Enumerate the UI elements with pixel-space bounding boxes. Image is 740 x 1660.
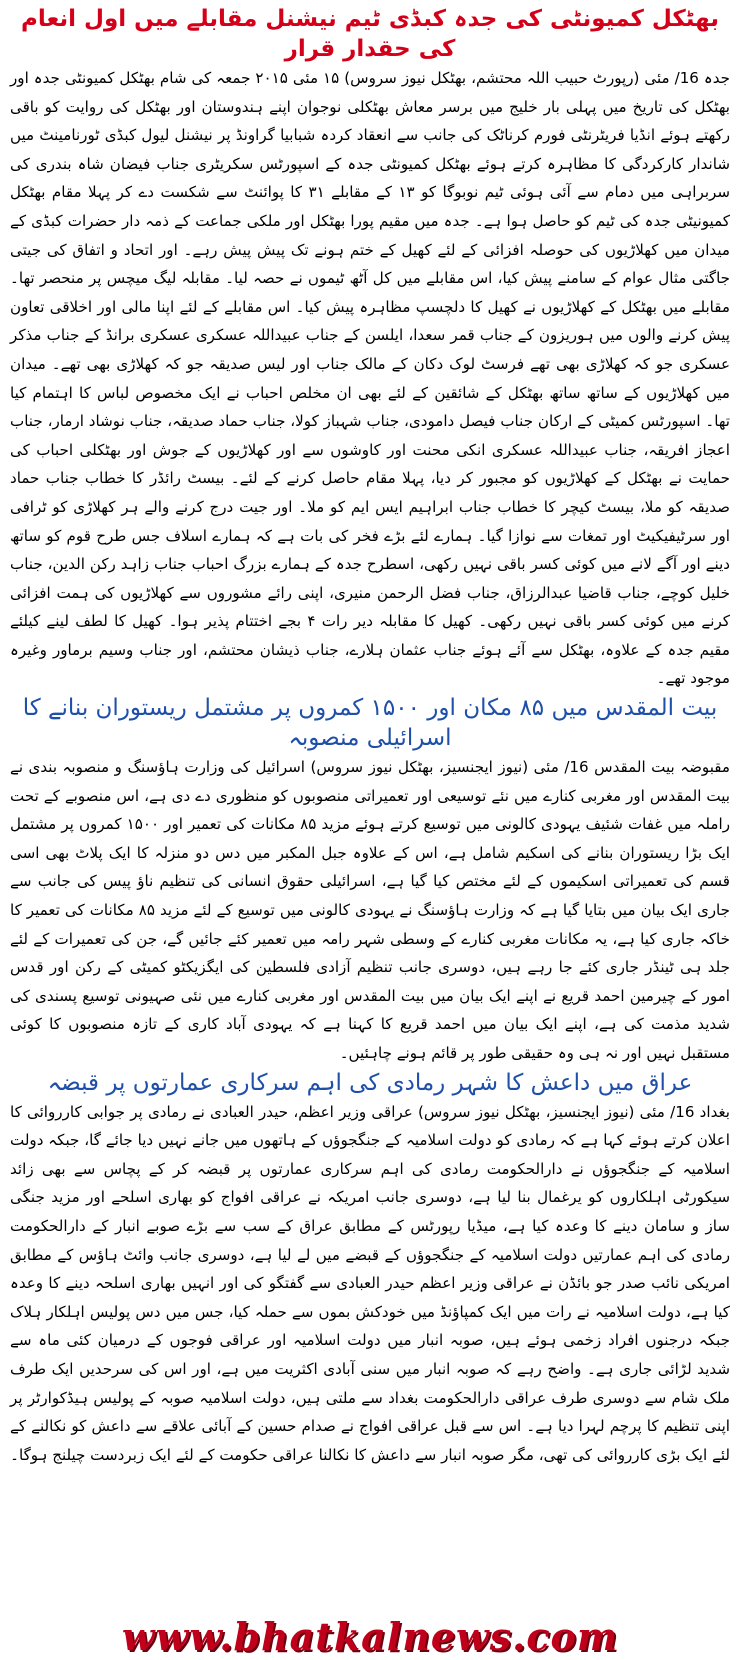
footer-banner	[0, 1614, 740, 1660]
article-ramadi	[10, 1068, 730, 1470]
article-body-ramadi: بغداد 16/ مئی (نیوز ایجنسیز، بھٹکل نیوز سروس) عراقی وزیر اعظم، حیدر العبادی نے رمادی پر جوابی کارروائی کا اعلان کرتے ہوئے کہا ہے کہ رمادی کو دولت اسلامیہ کے جنگجوؤں کے ہاتھوں میں جانے نہیں دیا جائے گا، جبکہ دولت اسلامیہ کے جنگجوؤں نے دارالحکومت رمادی کی اہم سرکاری عمارتوں پر قبضہ کر کے پچاس سے بھی زائد سیکورٹی اہلکاروں کو یرغمال بنا لیا ہے، دوسری جانب امریکہ نے عراقی افواج کو بھاری اسلحے اور مزید جنگی ساز و سامان دینے کا وعدہ کیا ہے، میڈیا رپورٹس کے مطابق عراق کے سب سے بڑے صوبے انبار کے دارالحکومت رمادی کی اہم عمارتیں دولت اسلامیہ کے جنگجوؤں کے قبضے میں لے لیا ہے، دوسری جانب وائٹ ہاؤس کے مطابق امریکی نائب صدر جو بائڈن نے عراقی وزیر اعظم حیدر العبادی سے گفتگو کی اور انہیں بھاری اسلحہ دینے کا وعدہ کیا ہے، دولت اسلامیہ نے رات میں ایک کمپاؤنڈ میں خودکش بموں سے حملہ کیا، جس میں دس پولیس اہلکار ہلاک جبکہ درجنوں افراد زخمی ہوئے ہیں، صوبہ انبار میں دولت اسلامیہ اور عراقی فوجوں کے درمیان کئی ماہ سے شدید لڑائی جاری ہے۔ واضح رہے کہ صوبہ انبار میں سنی آبادی اکثریت میں ہے، اور اس کی سرحدیں ایک طرف ملک شام سے دوسری طرف عراقی دارالحکومت بغداد سے ملتی ہیں، دولت اسلامیہ صوبہ کے پولیس ہیڈکوارٹر پر اپنی تنظیم کا پرچم لہرا دیا ہے۔ اس سے قبل عراقی افواج نے صدام حسین کے آبائی علاقے سے داعش کو نکالنے کے لئے ایک بڑی کارروائی کی تھی، مگر صوبہ انبار سے داعش کا نکالنا عراقی حکومت کے لئے ایک زبردست چیلنج ہوگا۔	[10, 1102, 730, 1464]
article-body-jerusalem: مقبوضہ بیت المقدس 16/ مئی (نیوز ایجنسیز، بھٹکل نیوز سروس) اسرائیل کی وزارت ہاؤسنگ و منصوبہ بندی نے بیت المقدس اور مغربی کنارے میں نئے توسیعی اور تعمیراتی منصوبوں کو منظوری دے دی ہے، اس منصوبے کے تحت راملہ میں غفات شئیف یہودی کالونی میں توسیع کرتے ہوئے مزید ۸۵ مکانات کی تعمیر اور ۱۵۰۰ کمروں پر مشتمل ایک بڑا ریستوران بنانے کی اسکیم شامل ہے، اس کے علاوہ جبل المکبر میں دس دو منزلہ کا ایک پلاٹ بھی اسی قسم کی تعمیراتی اسکیموں کے لئے مختص کیا گیا ہے، اسرائیلی حقوق انسانی کی تنظیم ناؤ پیس کی جانب سے جاری ایک بیان میں بتایا گیا ہے کہ وزارت ہاؤسنگ نے یہودی کالونی میں توسیع کے لئے مزید ۸۵ مکانات کی تعمیر کا خاکہ جاری کیا ہے، یہ مکانات مغربی کنارے کے وسطی شہر رامہ میں تعمیر کئے جائیں گے، جن کی تعمیرات کے لئے جلد ہی ٹینڈر جاری کئے جا رہے ہیں، دوسری جانب تنظیم آزادی فلسطین کی ایگزیکٹو کمیٹی کے رکن اور قدس امور کے چیرمین احمد قریع نے اپنے ایک بیان میں بیت المقدس اور مغربی کنارے میں نئی صہیونی توسیع پسندی کی شدید مذمت کی ہے، اپنے ایک بیان میں احمد قریع کا کہنا ہے کہ یہودی آباد کاری کے تازہ منصوبوں کا کوئی مستقبل نہیں اور نہ ہی وہ حقیقی طور پر قائم ہونے چاہئیں۔	[10, 758, 730, 1062]
headline-ramadi: عراق میں داعش کا شہر رمادی کی اہم سرکاری عمارتوں پر قبضہ	[47, 1069, 693, 1096]
article-jerusalem	[10, 693, 730, 1068]
headline-jerusalem: بیت المقدس میں ۸۵ مکان اور ۱۵۰۰ کمروں پر مشتمل ریستوران بنانے کا اسرائیلی منصوبہ	[22, 695, 718, 752]
headline-kabaddi: بھٹکل کمیونٹی کی جدہ کبڈی ٹیم نیشنل مقابلے میں اول انعام کی حقدار قرار	[21, 6, 719, 62]
article-body-kabaddi: جدہ 16/ مئی (رپورٹ حبیب اللہ محتشم، بھٹکل نیوز سروس) ۱۵ مئی ۲۰۱۵ جمعہ کی شام بھٹکل کمیونٹی جدہ اور بھٹکل کی تاریخ میں پہلی بار خلیج میں برسر معاش بھٹکلی نوجوان اپنے ہندوستان اور بھٹکل کی روایت کو باقی رکھتے ہوئے انڈیا فریٹرنٹی فورم کرناٹک کی جانب سے انعقاد کردہ شبابیا گراونڈ پر نیشنل لیول کبڈی ٹورنامینٹ میں شاندار کارکردگی کا مظاہرہ کرتے ہوئے بھٹکل کمیونٹی جدہ کے اسپورٹس سکریٹری جناب فیضان شاہ بندری کی سربراہی میں دمام سے آئی ہوئی ٹیم نوبوگا کو ۱۳ کے مقابلے ۳۱ کا پوائنٹ سے شکست دے کر پہلا مقام بھٹکل کمیونیٹی جدہ کی ٹیم کو حاصل ہوا ہے۔ جدہ میں مقیم پورا بھٹکل اور ملکی جماعت کے ذمہ دار حضرات کبڈی کے میدان میں کھلاڑیوں کی حوصلہ افزائی کے لئے کھیل کے ختم ہونے تک پیش پیش رہے۔ اور اتحاد و اتفاق کی جیتی جاگتی مثال عوام کے سامنے پیش کیا، اس مقابلے میں کل آٹھ ٹیموں نے حصہ لیا۔ مقابلہ لیگ میچس پر منحصر تھا۔ مقابلے میں بھٹکل کے کھلاڑیوں نے کھیل کا دلچسپ مظاہرہ پیش کیا۔ اس مقابلے کے لئے اپنا مالی اور اخلاقی تعاون پیش کرنے والوں میں ہوریزون کے جناب قمر سعدا، ایلسن کے جناب عبیداللہ عسکری عسکری برانڈ کے جناب مذکر عسکری جو کہ کھلاڑی بھی تھے فرسٹ لوک دکان کے مالک جناب اور لیس صدیقہ جو کہ کھلاڑی بھی تھے۔ میدان میں کھلاڑیوں کے ساتھ ساتھ بھٹکل کے شائقین کے لئے بھی ان مخلص احباب نے ایک مخصوص لباس کا اہتمام کیا تھا۔ اسپورٹس کمیٹی کے ارکان جناب فیصل دامودی، جناب شہباز کولا، جناب حماد صدیقہ، جناب نوشاد ارمار، جناب اعجاز افریقہ، جناب عبیداللہ عسکری انکی محنت اور کاوشوں سے اور کھلاڑیوں کے جوش اور بھٹکلی احباب کی حمایت نے بھٹکل کے کھلاڑیوں کو مجبور کر دیا، پہلا مقام حاصل کرنے کے لئے۔ بیسٹ رائڈر کا خطاب جناب حماد صدیقہ کو ملا، بیسٹ کیچر کا خطاب جناب ابراہیم ایس ایم کو ملا۔ اور جیت درج کرنے والے ہر کھلاڑی کو ٹرافی اور سرٹیفیکیٹ اور تمغات سے نوازا گیا۔ ہمارے لئے بڑے فخر کی بات ہے کہ ہمارے اسلاف جس طرح قوم کو ساتھ دینے اور آگے لانے میں کوئی کسر باقی نہیں رکھی، اسطرح جدہ کے ہمارے بزرگ احباب جناب زاہد رکن الدین، جناب خلیل کوچے، جناب قاضیا عبدالرزاق، جناب فضل الرحمن منیری، اپنی رائے مشوروں سے کھلاڑیوں کی ہمت افزائی کرنے میں کوئی کسر باقی نہیں رکھی۔ کھیل کا مقابلہ دیر رات ۴ بجے اختتام پذیر ہوا۔ کھیل کا لطف لینے کیلئے مقیم جدہ کے علاوہ، بھٹکل سے آئے ہوئے جناب عثمان ہلارے، جناب ذیشان محتشم، اور جناب وسیم برماور وغیرہ موجود تھے۔	[10, 69, 730, 688]
site-url-link[interactable]: www.bhatkalnews.com	[121, 1614, 619, 1659]
article-kabaddi	[10, 4, 730, 693]
